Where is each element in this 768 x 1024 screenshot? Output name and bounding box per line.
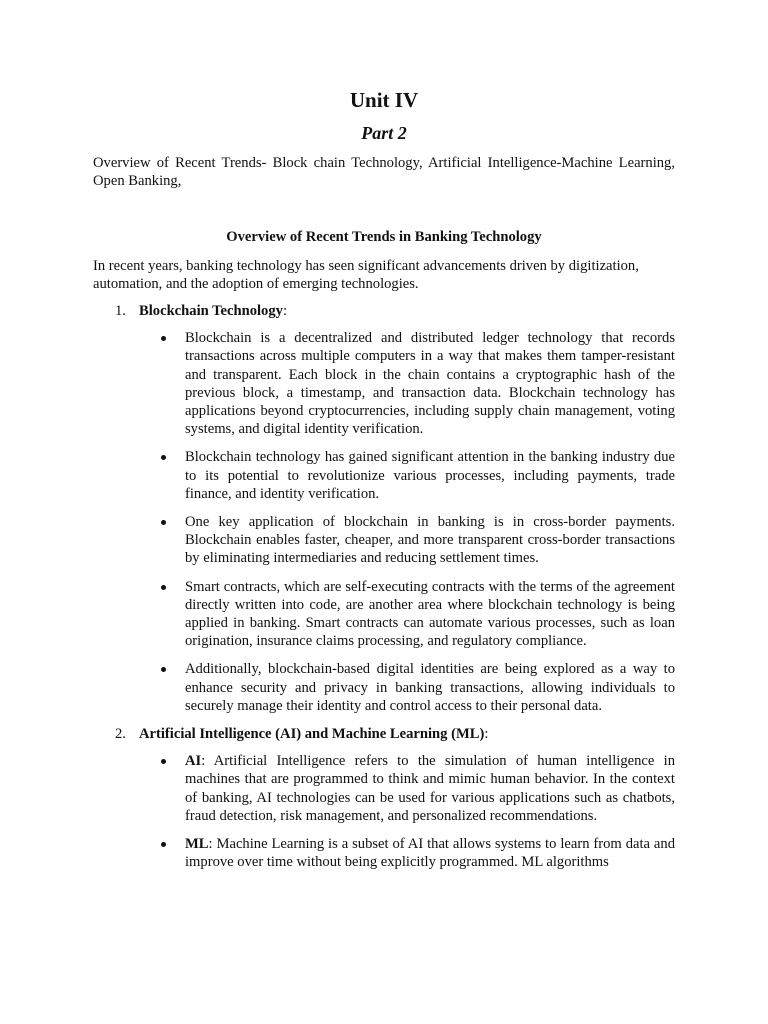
list-item	[93, 578, 675, 651]
list-item	[93, 835, 675, 871]
bullet-icon	[161, 520, 166, 525]
bullet-list-blockchain	[93, 329, 675, 715]
list-item	[93, 448, 675, 503]
list-heading: Artificial Intelligence (AI) and Machine Learning (ML)	[139, 726, 485, 743]
bullet-text: : Machine Learning is a subset of AI that allows systems to learn from data and improve over time without being explicitly programmed. ML algorithms	[185, 836, 675, 871]
bullet-term: AI	[185, 753, 202, 770]
bullet-text: One key application of blockchain in banking is in cross-border payments. Blockchain enables faster, cheaper, and more transparent cross-border transactions by eliminating intermediaries and reducing settlement times.	[185, 514, 675, 567]
list-item	[93, 752, 675, 825]
bullet-text: Smart contracts, which are self-executing contracts with the terms of the agreement directly written into code, are another area where blockchain technology is being applied in banking. Smart contracts can automate various processes, such as loan origination, insurance claims processing, and regulatory compliance.	[185, 578, 675, 650]
list-item	[93, 660, 675, 715]
bullet-text: Additionally, blockchain-based digital identities are being explored as a way to enhance security and privacy in banking transactions, allowing individuals to securely manage their identity and control access to their personal data.	[185, 661, 675, 714]
bullet-icon	[161, 759, 166, 764]
list-item	[93, 513, 675, 568]
numbered-list	[93, 302, 675, 871]
bullet-icon	[161, 667, 166, 672]
heading-suffix: :	[484, 726, 489, 743]
bullet-icon	[161, 585, 166, 590]
bullet-text: Blockchain is a decentralized and distributed ledger technology that records transactions across multiple computers in a way that makes them tamper-resistant and transparent. Each block in the chain contains a cryptographic hash of the previous block, a timestamp, and transaction data. Blockchain technology has applications beyond cryptocurrencies, including supply chain management, voting systems, and digital identity verification.	[185, 330, 675, 438]
part-title: Part 2	[361, 123, 407, 143]
bullet-icon	[161, 842, 166, 847]
list-number: 2.	[115, 726, 126, 743]
bullet-text: : Artificial Intelligence refers to the simulation of human intelligence in machines that are programmed to think and mimic human behavior. In the context of banking, AI technologies can be used for various applications such as chatbots, fraud detection, risk management, and personalized recommendations.	[185, 753, 675, 824]
list-heading: Blockchain Technology	[139, 303, 283, 319]
list-item-blockchain	[93, 302, 675, 320]
list-heading-line	[93, 302, 675, 320]
unit-title: Unit IV	[349, 88, 419, 112]
list-item-ai-ml	[93, 725, 675, 743]
list-heading-line	[93, 725, 675, 743]
bullet-term: ML	[185, 836, 209, 853]
list-item	[93, 329, 675, 438]
overview-paragraph: Overview of Recent Trends- Block chain Technology, Artificial Intelligence-Machine Learning, Open Banking,	[93, 155, 675, 190]
bullet-list-ai-ml	[93, 752, 675, 871]
bullet-icon	[161, 336, 166, 341]
intro-paragraph: In recent years, banking technology has seen significant advancements driven by digitization, automation, and the adoption of emerging technologies.	[93, 258, 639, 293]
bullet-icon	[161, 455, 166, 460]
section-heading: Overview of Recent Trends in Banking Technology	[226, 229, 542, 245]
heading-suffix: :	[282, 303, 288, 319]
list-number: 1.	[115, 303, 126, 319]
bullet-text: Blockchain technology has gained significant attention in the banking industry due to its potential to revolutionize various processes, including payments, trade finance, and identity verification.	[185, 449, 675, 502]
